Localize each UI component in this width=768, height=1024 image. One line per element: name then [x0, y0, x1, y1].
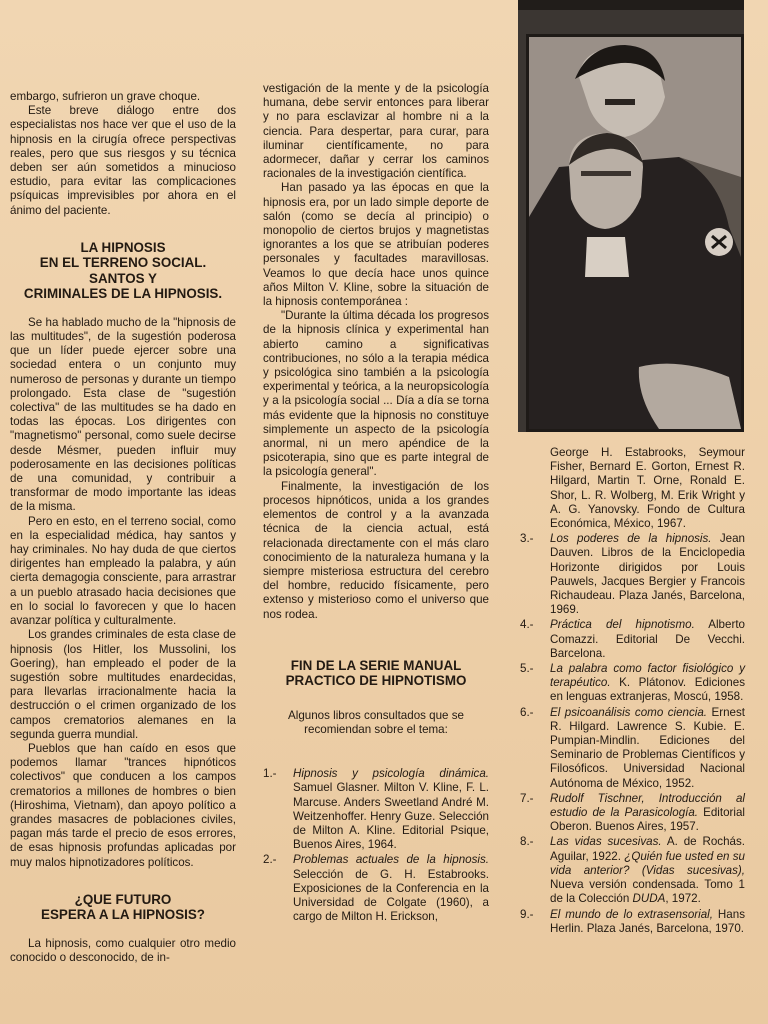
paragraph: vestigación de la mente y de la psicología humana, debe servir entonces para liberar y no para esclavizar al hombre ni a la ciencia. Para despertar, para curar, para iluminar científicamente, no para adormecer, dañar y cerrar los caminos racionales de la investigación científica.: [263, 82, 489, 181]
section-heading-end: [263, 658, 489, 689]
reference-details: Editorial Oberon. Buenos Aires, 1957.: [550, 806, 746, 834]
reference-body: [550, 618, 745, 661]
reference-details: A. de Rochás. Aguilar, 1922.: [550, 835, 746, 863]
reference-body: [293, 767, 489, 852]
reference-item: [520, 662, 745, 705]
heading-line: EN EL TERRENO SOCIAL.: [39, 255, 207, 271]
photo-top-border: [518, 0, 744, 10]
reference-item: [520, 792, 745, 835]
hitler-photograph: [518, 0, 744, 432]
heading-line: LA HIPNOSIS: [80, 239, 166, 255]
column-middle: [263, 82, 489, 925]
reference-details: Ernest R. Hilgard. Lawrence S. Kubie. E. Pumpian-Mindlin. Ediciones del Seminario de Problemas Científicos y Filosóficos. Universidad Nacional Autónoma de México, 1952.: [550, 705, 745, 790]
paragraph: "Durante la última década los progresos de la hipnosis clínica y experimental han abierto camino a significativas contribuciones, no sólo a la terapia médica y psicológica sino también a la psicología experimental y teórica, a la neuropsicología y a la psicología social ... Día a día se torna más evidente que la hipnosis no constituye simplemente un aspecto de la psicología anormal, ni un mero apéndice de la psicoterapia, sino que es parte integral de la psicología general".: [263, 309, 489, 479]
photo-frame: [526, 34, 744, 432]
paragraph: Pueblos que han caído en esos que podemos llamar "trances hipnóticos colectivos" que conducen a los campos crematorios a millones de hombres o bien (Hiroshima, Vietnam), dan apoyo político a grandes masacres de poblaciones civiles, pagan más tarde el precio de esos errores, de esas hipnosis profundas aplicadas por muy malos hipnotizadores políticos.: [10, 741, 236, 869]
reference-body: [293, 853, 489, 924]
reference-body: [550, 706, 745, 791]
reference-number: [520, 446, 550, 531]
paragraph: Los grandes criminales de esta clase de hipnosis (los Hitler, los Mussolini, los Goering), han empleado el poder de la sugestión sobre multitudes enardecidas, para llevarlas irracionalmente hacia la destrucción o el crimen organizado de los campos crematorios alemanes en la segunda guerra mundial.: [10, 628, 236, 741]
reference-number: 8.-: [520, 835, 534, 849]
reference-number: 3.-: [520, 532, 534, 546]
paragraph: Se ha hablado mucho de la "hipnosis de las multitudes", de la sugestión poderosa que un líder puede ejercer sobre una sociedad entera o un conjunto muy numeroso de personas y durante un tiempo prolongado. Esta clase de "sugestión colectiva" de las multitudes se ha dado en todas las épocas. Los dirigentes con "magnetismo" personal, como suele decirse desde Mésmer, pueden influir muy poderosamente en las decisiones políticas de una comunidad, y contribuir a transformar de modo importante las ideas de la misma.: [10, 315, 236, 514]
reference-number: 5.-: [520, 662, 534, 676]
paragraph: Han pasado ya las épocas en que la hipnosis era, por un lado simple deporte de salón (como se decía al principio) o monopolio de ciertos brujos y magnetistas ignorantes a los que se atribuían poderes personales y facultades maravillosas. Veamos lo que decía hace unos quince años Milton V. Kline, sobre la situación de la hipnosis contemporánea :: [263, 181, 489, 309]
reference-item: [520, 908, 745, 936]
reference-details: Hans Herlin. Plaza Janés, Barcelona, 1970.: [550, 907, 745, 935]
reference-number: 2.-: [263, 853, 277, 867]
reference-item: [520, 532, 745, 617]
paragraph: embargo, sufrieron un grave choque.: [10, 90, 201, 103]
references-intro: Algunos libros consultados que se recomiendan sobre el tema:: [288, 708, 464, 736]
reference-title: El psicoanálisis como ciencia.: [550, 705, 708, 719]
reference-body: [550, 662, 745, 705]
heading-line: PRACTICO DE HIPNOTISMO: [285, 673, 467, 689]
reference-number: 7.-: [520, 791, 534, 805]
reference-body: [550, 792, 745, 835]
reference-title: Los poderes de la hipnosis.: [550, 532, 712, 546]
reference-number: 6.-: [520, 705, 534, 719]
reference-details: K. Plátonov. Ediciones en lenguas extranjeras, Moscú, 1958.: [550, 676, 745, 704]
reference-title: La palabra como factor fisiológico y terapéutico.: [550, 662, 745, 690]
heading-line: SANTOS Y: [89, 270, 157, 286]
heading-line: ¿QUE FUTURO: [74, 891, 172, 907]
heading-line: FIN DE LA SERIE MANUAL: [290, 657, 462, 673]
paragraph: La hipnosis, como cualquier otro medio conocido o desconocido, de in-: [10, 936, 236, 964]
reference-title: DUDA: [632, 892, 666, 906]
reference-title: El mundo de lo extrasensorial,: [550, 907, 713, 921]
reference-title: Problemas actuales de la hipnosis.: [293, 853, 489, 867]
reference-item: [520, 835, 745, 906]
reference-title: Práctica del hipnotismo.: [550, 618, 695, 632]
reference-item: [520, 618, 745, 661]
reference-details: Samuel Glasner. Milton V. Kline, F. L. Marcuse. Anders Sweetland André M. Weitzenhoffer. Henry Guze. Selección de Milton A. Kline. Editorial Psique, Buenos Aires, 1964.: [293, 781, 489, 852]
reference-number: 1.-: [263, 767, 277, 781]
paragraph: Pero en esto, en el terreno social, como en la especialidad médica, hay santos y hay criminales. No hay duda de que ciertos dirigentes han empleado la palabra, y aún cierta demagogia consciente, para arrastrar a un pueblo atrasado hacia decisiones que en lo social lo favorecen y que lo hacen avanzar política y culturalmente.: [10, 514, 236, 628]
reference-title: Rudolf Tischner, Introducción al estudio de la Parasicología.: [550, 791, 745, 820]
reference-body: [550, 532, 745, 617]
reference-item: [520, 706, 745, 791]
hitler-photograph-icon: [529, 37, 741, 429]
reference-details: Jean Dauven. Libros de la Enciclopedia Horizonte dirigidos por Louis Pauwels, Jacques Bergier y Francois Richaudeau. Plaza Janés, Barcelona, 1969.: [550, 532, 745, 617]
paragraph: Este breve diálogo entre dos especialistas nos hace ver que el uso de la hipnosis en la cirugía ofrece perspectivas reales, pero que sus riesgos y su técnica deben ser aún sometidos a minucioso estudio, para evitar las complicaciones psíquicas imprevisibles por ahora en el ánimo del paciente.: [10, 104, 236, 217]
reference-body: [550, 908, 745, 936]
paragraph: Finalmente, la investigación de los procesos hipnóticos, unida a los grandes elementos de control y a la avanzada técnica de la ciencia actual, está relacionada directamente con el más claro conocimiento de la naturaleza humana y la siempre misteriosa estructura del cerebro del hombre, reducido físicamente, pero extenso y misterioso como el universo que nos rodea.: [263, 479, 489, 621]
reference-continuation: [520, 446, 745, 531]
heading-line: ESPERA A LA HIPNOSIS?: [41, 907, 205, 923]
reference-number: 9.-: [520, 907, 534, 921]
reference-title: Hipnosis y psicología dinámica.: [293, 767, 489, 781]
heading-line: CRIMINALES DE LA HIPNOSIS.: [23, 286, 223, 302]
reference-details: Alberto Comazzi. Editorial De Vecchi. Barcelona.: [550, 618, 745, 660]
column-left: [10, 90, 236, 965]
reference-item: [263, 853, 489, 924]
reference-item: [263, 767, 489, 852]
reference-title: ¿Quién fue usted en su vida anterior? (Vidas sucesivas),: [550, 849, 746, 877]
reference-body: [550, 835, 745, 906]
section-heading-social: [10, 240, 236, 302]
reference-details: , 1972.: [665, 892, 701, 906]
reference-details: Nueva versión condensada. Tomo 1 de la Colección: [550, 878, 745, 906]
section-heading-future: [10, 892, 236, 923]
reference-title: Las vidas sucesivas.: [550, 835, 662, 849]
reference-body: George H. Estabrooks, Seymour Fisher, Bernard E. Gorton, Ernest R. Hilgard, Martin T. Orne, Ronald E. Shor, L. R. Wolberg, M. Erik Wright y A. G. Yanovsky. Fondo de Cultura Económica, México, 1967.: [550, 446, 745, 531]
reference-details: Selección de G. H. Estabrooks. Exposiciones de la Conferencia en la Universidad de Colgate (1960), a cargo de Milton H. Erickson,: [293, 867, 489, 924]
column-right: [520, 446, 745, 937]
reference-number: 4.-: [520, 618, 534, 632]
